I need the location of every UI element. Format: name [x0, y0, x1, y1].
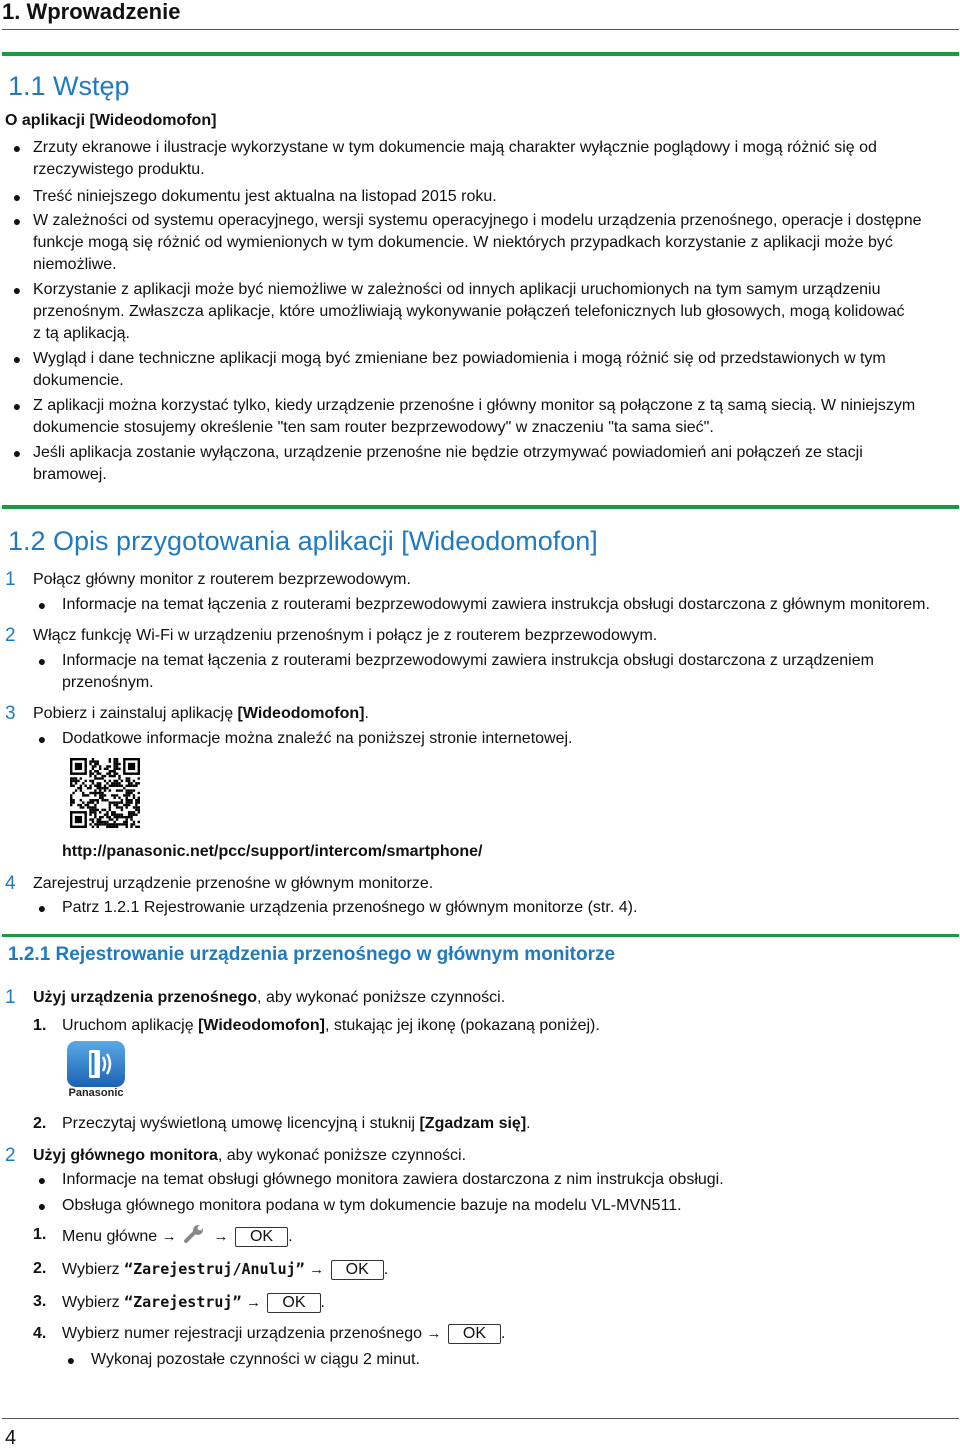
- bullet-icon: ●: [37, 1198, 47, 1214]
- header-rule: [2, 29, 959, 30]
- substep-number: 4.: [33, 1325, 47, 1342]
- step-text: Zarejestruj urządzenie przenośne w głównym monitorze.: [33, 875, 434, 892]
- substep-text: Wybierz “Zarejestruj/Anuluj” → OK .: [62, 1260, 389, 1278]
- step-number: 3: [5, 703, 16, 724]
- bullet-text: Informacje na temat łączenia z routerami bezprzewodowymi zawiera instrukcja obsługi dostarczona z urządzeniem przenośnym.: [62, 652, 874, 691]
- footer-rule: [2, 1418, 959, 1419]
- support-link[interactable]: http://panasonic.net/pcc/support/intercom/smartphone/: [62, 843, 483, 860]
- bullet-text: Treść niniejszego dokumentu jest aktualna na listopad 2015 roku.: [33, 188, 497, 205]
- bullet-text: Dodatkowe informacje można znaleźć na poniższej stronie internetowej.: [62, 730, 573, 747]
- step-number: 2: [5, 625, 16, 646]
- ok-button[interactable]: OK: [448, 1324, 501, 1344]
- step-text: Włącz funkcję Wi-Fi w urządzeniu przenośnym i połącz je z routerem bezprzewodowym.: [33, 627, 658, 644]
- bullet-text: Informacje na temat łączenia z routerami bezprzewodowymi zawiera instrukcja obsługi dostarczona z głównym monitorem.: [62, 596, 930, 613]
- substep-number: 1.: [33, 1017, 47, 1034]
- qr-code-icon: [70, 758, 140, 828]
- step-number: 1: [5, 987, 16, 1008]
- bullet-text: Z aplikacji można korzystać tylko, kiedy urządzenie przenośne i główny monitor są połączone z tą samą siecią. W niniejszym dokumencie stosujemy określenie "ten sam router bezprzewodowy" w znaczeniu "ta sama sieć".: [33, 397, 916, 436]
- bullet-icon: ●: [12, 140, 22, 156]
- chapter-title: 1. Wprowadzenie: [2, 0, 181, 24]
- arrow-icon: →: [309, 1261, 325, 1278]
- bullet-text: Wykonaj pozostałe czynności w ciągu 2 minut.: [91, 1351, 420, 1368]
- arrow-icon: →: [161, 1228, 177, 1245]
- app-icon-label: Panasonic: [68, 1087, 124, 1099]
- bullet-icon: ●: [66, 1352, 76, 1368]
- substep-text: Wybierz “Zarejestruj” → OK .: [62, 1293, 325, 1311]
- arrow-icon: →: [426, 1325, 442, 1342]
- bullet-icon: ●: [37, 731, 47, 747]
- bullet-text: Wygląd i dane techniczne aplikacji mogą być zmieniane bez powiadomienia i mogą różnić się od przedstawionych w tym dokumencie.: [33, 350, 886, 389]
- substep-text: Przeczytaj wyświetloną umowę licencyjną i stuknij [Zgadzam się].: [62, 1115, 531, 1132]
- step-text: Użyj głównego monitora, aby wykonać poniższe czynności.: [33, 1147, 467, 1164]
- bullet-icon: ●: [12, 398, 22, 414]
- bullet-icon: ●: [12, 189, 22, 205]
- ok-button[interactable]: OK: [235, 1227, 288, 1247]
- bullet-text: Obsługa głównego monitora podana w tym dokumencie bazuje na modelu VL-MVN511.: [62, 1197, 682, 1214]
- ok-button[interactable]: OK: [331, 1260, 384, 1280]
- substep-text: Uruchom aplikację [Wideodomofon], stukając jej ikonę (pokazaną poniżej).: [62, 1017, 600, 1034]
- arrow-icon: →: [213, 1228, 229, 1245]
- step-text: Użyj urządzenia przenośnego, aby wykonać poniższe czynności.: [33, 989, 506, 1006]
- bullet-text: W zależności od systemu operacyjnego, wersji systemu operacyjnego i modelu urządzenia przenośnego, operacje i dostępne funkcje mogą się różnić od wymienionych w tym dokumencie. W niektórych przypadkach korzystanie z aplikacji może być niemożliwe.: [33, 212, 922, 273]
- step-number: 4: [5, 873, 16, 894]
- subsection-title: 1.2.1 Rejestrowanie urządzenia przenośnego w głównym monitorze: [8, 944, 616, 965]
- step-text: Pobierz i zainstaluj aplikację [Wideodomofon].: [33, 705, 369, 722]
- substep-text: Menu główne → → OK .: [62, 1224, 293, 1248]
- bullet-icon: ●: [12, 282, 22, 298]
- ok-button[interactable]: OK: [267, 1293, 320, 1313]
- bullet-icon: ●: [12, 351, 22, 367]
- bullet-text: Korzystanie z aplikacji może być niemożliwe w zależności od innych aplikacji uruchomionych na tym samym urządzeniu przenośnym. Zwłaszcza aplikacje, które umożliwiają wykonywanie połączeń telefonicznych lub głosowych, mogą kolidować z tą aplikacją.: [33, 281, 905, 342]
- section-divider: [2, 505, 959, 509]
- step-number: 2: [5, 1145, 16, 1166]
- bullet-icon: ●: [12, 213, 22, 229]
- bullet-icon: ●: [37, 900, 47, 916]
- substep-number: 3.: [33, 1293, 47, 1310]
- substep-text: Wybierz numer rejestracji urządzenia przenośnego → OK .: [62, 1325, 506, 1342]
- substep-number: 1.: [33, 1226, 47, 1243]
- subheading: O aplikacji [Wideodomofon]: [5, 112, 217, 129]
- substep-number: 2.: [33, 1115, 47, 1132]
- bullet-text: Zrzuty ekranowe i ilustracje wykorzystane w tym dokumencie mają charakter wyłącznie poglądowy i mogą różnić się od rzeczywistego produktu.: [33, 139, 877, 178]
- bullet-text: Jeśli aplikacja zostanie wyłączona, urządzenie przenośne nie będzie otrzymywać powiadomień ani połączeń ze stacji bramowej.: [33, 444, 863, 483]
- substep-number: 2.: [33, 1260, 47, 1277]
- bullet-icon: ●: [37, 1172, 47, 1188]
- arrow-icon: →: [245, 1294, 261, 1311]
- page-number: 4: [5, 1427, 17, 1449]
- section-divider: [2, 934, 959, 937]
- bullet-icon: ●: [12, 445, 22, 461]
- app-icon: [65, 1041, 127, 1101]
- step-text: Połącz główny monitor z routerem bezprzewodowym.: [33, 571, 411, 588]
- section-title: 1.1 Wstęp: [8, 71, 130, 101]
- cross-reference-link[interactable]: Patrz 1.2.1 Rejestrowanie urządzenia przenośnego w głównym monitorze (str. 4).: [62, 899, 638, 916]
- bullet-icon: ●: [37, 653, 47, 669]
- bullet-text: Informacje na temat obsługi głównego monitora zawiera dostarczona z nim instrukcja obsługi.: [62, 1171, 724, 1188]
- step-number: 1: [5, 569, 16, 590]
- bullet-icon: ●: [37, 597, 47, 613]
- section-title: 1.2 Opis przygotowania aplikacji [Wideodomofon]: [8, 526, 598, 556]
- section-divider: [2, 52, 959, 56]
- wrench-icon: [183, 1224, 207, 1244]
